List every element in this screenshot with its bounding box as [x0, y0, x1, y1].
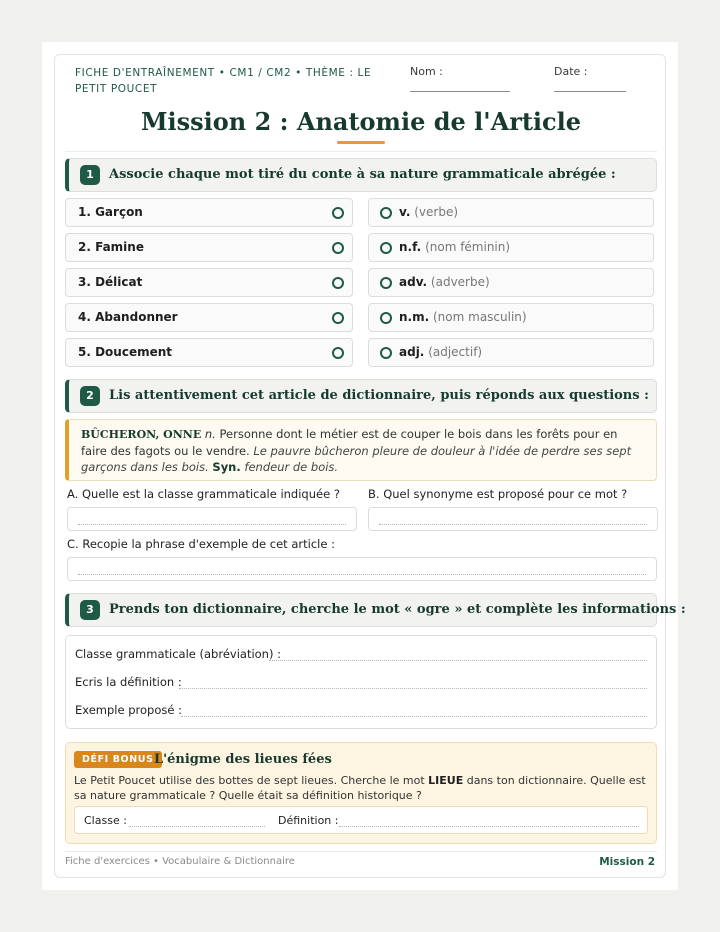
word-label: 1. Garçon	[78, 205, 143, 219]
bonus-keyword: LIEUE	[428, 774, 464, 787]
match-dot-left[interactable]	[332, 277, 344, 289]
bonus-class-line[interactable]	[129, 826, 265, 827]
bonus-definition-label: Définition :	[278, 814, 339, 827]
footer-divider	[65, 851, 657, 852]
bonus-text-before: Le Petit Poucet utilise des bottes de sept lieues. Cherche le mot	[74, 774, 425, 787]
match-dot-right[interactable]	[380, 242, 392, 254]
answer-b-input[interactable]	[368, 507, 658, 531]
section-3-title: Prends ton dictionnaire, cherche le mot « ogre » et complète les informations :	[109, 602, 686, 617]
section-3-number: 3	[80, 600, 100, 620]
section-2-title: Lis attentivement cet article de dictionnaire, puis réponds aux questions :	[109, 388, 649, 403]
nature-item-4	[368, 303, 654, 332]
word-item-1	[65, 198, 353, 227]
nature-abbr: adj.	[399, 345, 425, 359]
section-1-number: 1	[80, 165, 100, 185]
word-item-2	[65, 233, 353, 262]
bonus-title: L'énigme des lieues fées	[154, 752, 332, 767]
match-dot-right[interactable]	[380, 312, 392, 324]
nature-abbr: v.	[399, 205, 411, 219]
answer-c-input[interactable]	[67, 557, 657, 581]
footer-left: Fiche d'exercices • Vocabulaire & Dictionnaire	[65, 856, 295, 867]
nature-full: (nom masculin)	[433, 310, 527, 324]
word-item-3	[65, 268, 353, 297]
ogre-row-example[interactable]	[75, 703, 647, 719]
ogre-class-line[interactable]	[269, 660, 647, 661]
answer-a-input[interactable]	[67, 507, 357, 531]
entry-category: n.	[204, 427, 216, 441]
section-3-header	[65, 593, 686, 627]
title-underline	[337, 141, 385, 144]
bonus-text	[74, 773, 646, 803]
worksheet-page	[42, 42, 686, 890]
match-dot-left[interactable]	[332, 312, 344, 324]
word-label: 5. Doucement	[78, 345, 173, 359]
nature-full: (verbe)	[414, 205, 459, 219]
bonus-text-after: dans ton dictionnaire. Quelle est sa nature grammaticale ? Quelle était sa définition historique ?	[74, 774, 646, 802]
date-label: Date :	[554, 65, 588, 78]
word-label: 3. Délicat	[78, 275, 143, 289]
name-label: Nom :	[410, 65, 443, 78]
section-1-header	[65, 158, 657, 192]
ogre-definition-line[interactable]	[179, 688, 647, 689]
word-label: 4. Abandonner	[78, 310, 178, 324]
name-field[interactable]	[410, 91, 510, 92]
entry-headword: BÛCHERON, ONNE	[81, 428, 202, 441]
nature-abbr: n.f.	[399, 240, 422, 254]
bonus-badge: DÉFI BONUS	[74, 751, 162, 768]
footer-right: Mission 2	[599, 856, 655, 868]
ogre-info-frame	[65, 635, 657, 729]
question-b: B. Quel synonyme est proposé pour ce mot ?	[368, 487, 628, 501]
match-dot-right[interactable]	[380, 207, 392, 219]
ogre-definition-label: Ecris la définition :	[75, 675, 182, 689]
match-dot-left[interactable]	[332, 207, 344, 219]
match-dot-left[interactable]	[332, 347, 344, 359]
ogre-example-line[interactable]	[181, 716, 647, 717]
divider	[65, 151, 657, 152]
bonus-definition-line[interactable]	[339, 826, 639, 827]
nature-item-3	[368, 268, 654, 297]
ogre-row-definition[interactable]	[75, 675, 647, 691]
bonus-challenge	[65, 742, 657, 844]
entry-example: Le pauvre bûcheron pleure de douleur à l'idée de perdre ses sept garçons dans les bois.	[81, 444, 632, 474]
section-2-number: 2	[80, 386, 100, 406]
match-dot-right[interactable]	[380, 347, 392, 359]
nature-item-5	[368, 338, 654, 367]
dictionary-entry	[65, 419, 657, 481]
match-dot-right[interactable]	[380, 277, 392, 289]
question-c: C. Recopie la phrase d'exemple de cet article :	[67, 537, 335, 551]
word-item-4	[65, 303, 353, 332]
word-label: 2. Famine	[78, 240, 144, 254]
match-dot-left[interactable]	[332, 242, 344, 254]
bonus-answer-box	[74, 806, 648, 834]
nature-abbr: n.m.	[399, 310, 430, 324]
ogre-example-label: Exemple proposé :	[75, 703, 182, 717]
header-tag: FICHE D'ENTRAÎNEMENT • CM1 / CM2 • THÈME : LE PETIT POUCET	[75, 67, 372, 95]
nature-full: (nom féminin)	[425, 240, 511, 254]
nature-item-2	[368, 233, 654, 262]
ogre-row-class[interactable]	[75, 647, 647, 663]
date-field[interactable]	[554, 91, 626, 92]
word-item-5	[65, 338, 353, 367]
worksheet-card	[54, 54, 686, 878]
nature-full: (adjectif)	[428, 345, 483, 359]
entry-synonym: fendeur de bois.	[244, 460, 339, 474]
bonus-class-label: Classe :	[84, 814, 127, 827]
nature-abbr: adv.	[399, 275, 428, 289]
question-a: A. Quelle est la classe grammaticale indiquée ?	[67, 487, 340, 501]
entry-definition: Personne dont le métier est de couper le bois dans les forêts pour en faire des fagots ou le vendre.	[81, 427, 618, 458]
entry-syn-label: Syn.	[212, 460, 241, 474]
nature-full: (adverbe)	[430, 275, 490, 289]
section-1-title: Associe chaque mot tiré du conte à sa nature grammaticale abrégée :	[109, 167, 616, 182]
ogre-class-label: Classe grammaticale (abréviation) :	[75, 647, 281, 661]
page-title: Mission 2 : Anatomie de l'Article	[140, 107, 582, 136]
nature-item-1	[368, 198, 654, 227]
section-2-header	[65, 379, 657, 413]
